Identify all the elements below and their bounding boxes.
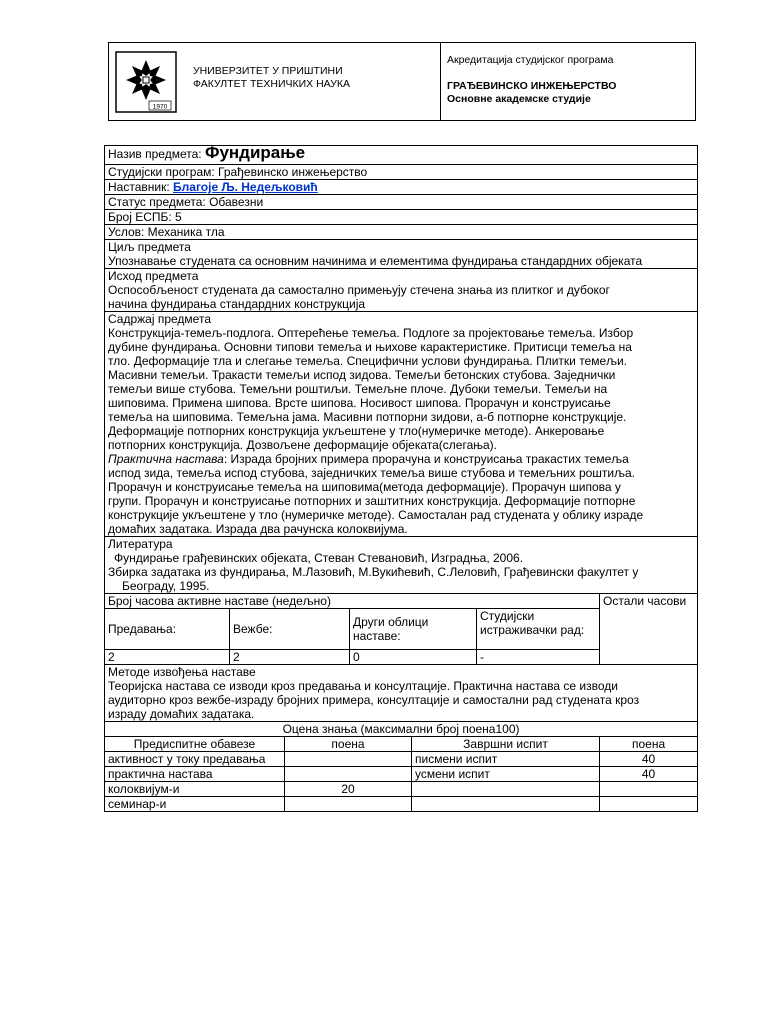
methods-line: Теоријска настава се изводи кроз предавања и консултације. Практична настава се изводи: [108, 679, 618, 693]
teacher-row: [105, 180, 698, 195]
course-content: [105, 312, 698, 537]
grading-exam: усмени испит: [412, 767, 600, 782]
accreditation-cell: [441, 43, 695, 120]
literature-item-cont: Београду, 1995.: [122, 579, 210, 593]
course-spec-table: [104, 145, 698, 812]
content-line: Масивни темељи. Тракасти темељи испод зидова. Темељи бетонских стубова. Заједнички: [108, 368, 616, 382]
other-forms-label: Други облици наставе:: [350, 609, 477, 650]
grading-exam-points: 40: [600, 752, 698, 767]
methods-line: аудиторно кроз вежбе-израду бројних примера, консултације и самостални рад студената кроз: [108, 693, 640, 707]
exercises-value: 2: [230, 650, 350, 665]
practice-line: испод зида, темеља испод стубова, заједничких темеља више стубова и темељних роштиља.: [108, 466, 636, 480]
grading-points: 20: [285, 782, 412, 797]
course-status: Статус предмета: Обавезни: [105, 195, 698, 210]
lectures-value: 2: [105, 650, 230, 665]
content-line: темељи више стубова. Темељни роштиљи. Темељне плоче. Дубоки темељи. Темељи на: [108, 382, 608, 396]
grading-exam: писмени испит: [412, 752, 600, 767]
literature-title: Литература: [108, 537, 173, 551]
practice-line: конструкције укљештене у тло (нумеричке методе). Самосталан рад студената у облику израде: [108, 508, 644, 522]
content-line: Конструкција-темељ-подлога. Оптерећење темеља. Подлоге за пројектовање темеља. Избор: [108, 326, 634, 340]
grading-col-points: поена: [285, 737, 412, 752]
grading-exam: [412, 782, 600, 797]
grading-item: активност у току предавања: [105, 752, 285, 767]
table-row: [105, 797, 698, 812]
methods-line: израду домаћих задатака.: [108, 707, 255, 721]
grading-exam: [412, 797, 600, 812]
content-line: потпорних конструкција. Дозвољене деформације објеката(слегања).: [108, 438, 497, 452]
literature: [105, 537, 698, 594]
course-name-row: [105, 146, 698, 165]
document-header: [108, 42, 696, 121]
table-row: [105, 782, 698, 797]
content-line: темеља на шиповима. Темељна јама. Масивни потпорни зидови, а-б потпорне конструкције.: [108, 410, 627, 424]
goal-text: Упознавање студената са основним начинима и елементима фундирања стандардних објеката: [108, 254, 643, 268]
grading-exam-points: [600, 782, 698, 797]
grading-col-pre-exam: Предиспитне обавезе: [105, 737, 285, 752]
grading-col-final-points: поена: [600, 737, 698, 752]
literature-item: Збирка задатака из фундирања, М.Лазовић, М.Вукићевић, С.Леловић, Грађевински факултет у: [108, 565, 639, 579]
grading-title: Оцена знања (максимални број поена100): [105, 722, 698, 737]
study-program: Студијски програм: Грађевинско инжењерство: [105, 165, 698, 180]
program-title: ГРАЂЕВИНСКО ИНЖЕЊЕРСТВО: [447, 80, 617, 92]
content-title: Садржај предмета: [108, 312, 211, 326]
grading-points: [285, 767, 412, 782]
table-row: [105, 767, 698, 782]
literature-item: Фундирање грађевинских објеката, Стеван Стевановић, Изградња, 2006.: [114, 551, 524, 565]
grading-points: [285, 797, 412, 812]
other-hours: Остали часови: [600, 594, 698, 665]
grading-points: [285, 752, 412, 767]
practice-line: Прорачун и конструисање темеља на шиповима(метода деформације). Прорачун шипова у: [108, 480, 621, 494]
teacher-label: Наставник:: [108, 180, 170, 194]
outcome-title: Исход предмета: [108, 269, 199, 283]
course-goal: [105, 240, 698, 269]
accreditation-label: Акредитација студијског програма: [447, 54, 614, 66]
content-line: шиповима. Примена шипова. Врсте шипова. Носивост шипова. Прорачун и конструисање: [108, 396, 611, 410]
course-name-label: Назив предмета:: [108, 147, 202, 161]
other-forms-value: 0: [350, 650, 477, 665]
program-level: Основне академске студије: [447, 93, 591, 105]
practice-line: домаћих задатака. Израда два рачунска колоквијума.: [108, 522, 408, 536]
grading-header-row: [105, 737, 698, 752]
university-name: УНИВЕРЗИТЕТ У ПРИШТИНИ: [193, 65, 343, 77]
outcome-line: Оспособљеност студената да самостално примењују стечена знања из плитког и дубоког: [108, 283, 610, 297]
university-cell: [183, 43, 441, 120]
logo-year: 1970: [152, 103, 168, 110]
grading-exam-points: 40: [600, 767, 698, 782]
research-value: -: [477, 650, 600, 665]
content-line: тло. Деформације тла и слегање темеља. Специфични услови фундирања. Плитки темељи.: [108, 354, 628, 368]
lectures-label: Предавања:: [105, 609, 230, 650]
practice-line: групи. Прорачун и конструисање потпорних и заштитних конструкција. Деформације потпорне: [108, 494, 636, 508]
faculty-name: ФАКУЛТЕТ ТЕХНИЧКИХ НАУКА: [193, 78, 350, 90]
course-name: Фундирање: [204, 143, 306, 162]
course-outcome: [105, 269, 698, 312]
grading-col-final-exam: Завршни испит: [412, 737, 600, 752]
hours-title: Број часова активне наставе (недељно): [105, 594, 600, 609]
teacher-link[interactable]: Благоје Љ. Недељковић: [173, 180, 318, 194]
teaching-methods: [105, 665, 698, 722]
espb-credits: Број ЕСПБ: 5: [105, 210, 698, 225]
table-row: [105, 752, 698, 767]
grading-item: колоквијум-и: [105, 782, 285, 797]
content-line: Деформације потпорних конструкција укљештене у тло(нумеричке методе). Анкеровање: [108, 424, 605, 438]
exercises-label: Вежбе:: [230, 609, 350, 650]
goal-title: Циљ предмета: [108, 240, 191, 254]
grading-exam-points: [600, 797, 698, 812]
prerequisite: Услов: Механика тла: [105, 225, 698, 240]
research-label: Студијски истраживачки рад:: [477, 609, 600, 650]
practice-label: Практична настава: [108, 452, 224, 466]
grading-item: практична настава: [105, 767, 285, 782]
practice-text: : Израда бројних примера прорачуна и конструисања тракастих темеља: [223, 452, 629, 466]
methods-title: Методе извођења наставе: [108, 665, 256, 679]
grading-item: семинар-и: [105, 797, 285, 812]
university-logo: [109, 43, 183, 120]
content-line: дубине фундирања. Основни типови темеља и њихове карактеристике. Притисци темеља на: [108, 340, 632, 354]
outcome-line: начина фундирања стандардних конструкција: [108, 297, 366, 311]
star-logo-icon: [115, 51, 177, 113]
practice-first-line: [108, 452, 694, 466]
